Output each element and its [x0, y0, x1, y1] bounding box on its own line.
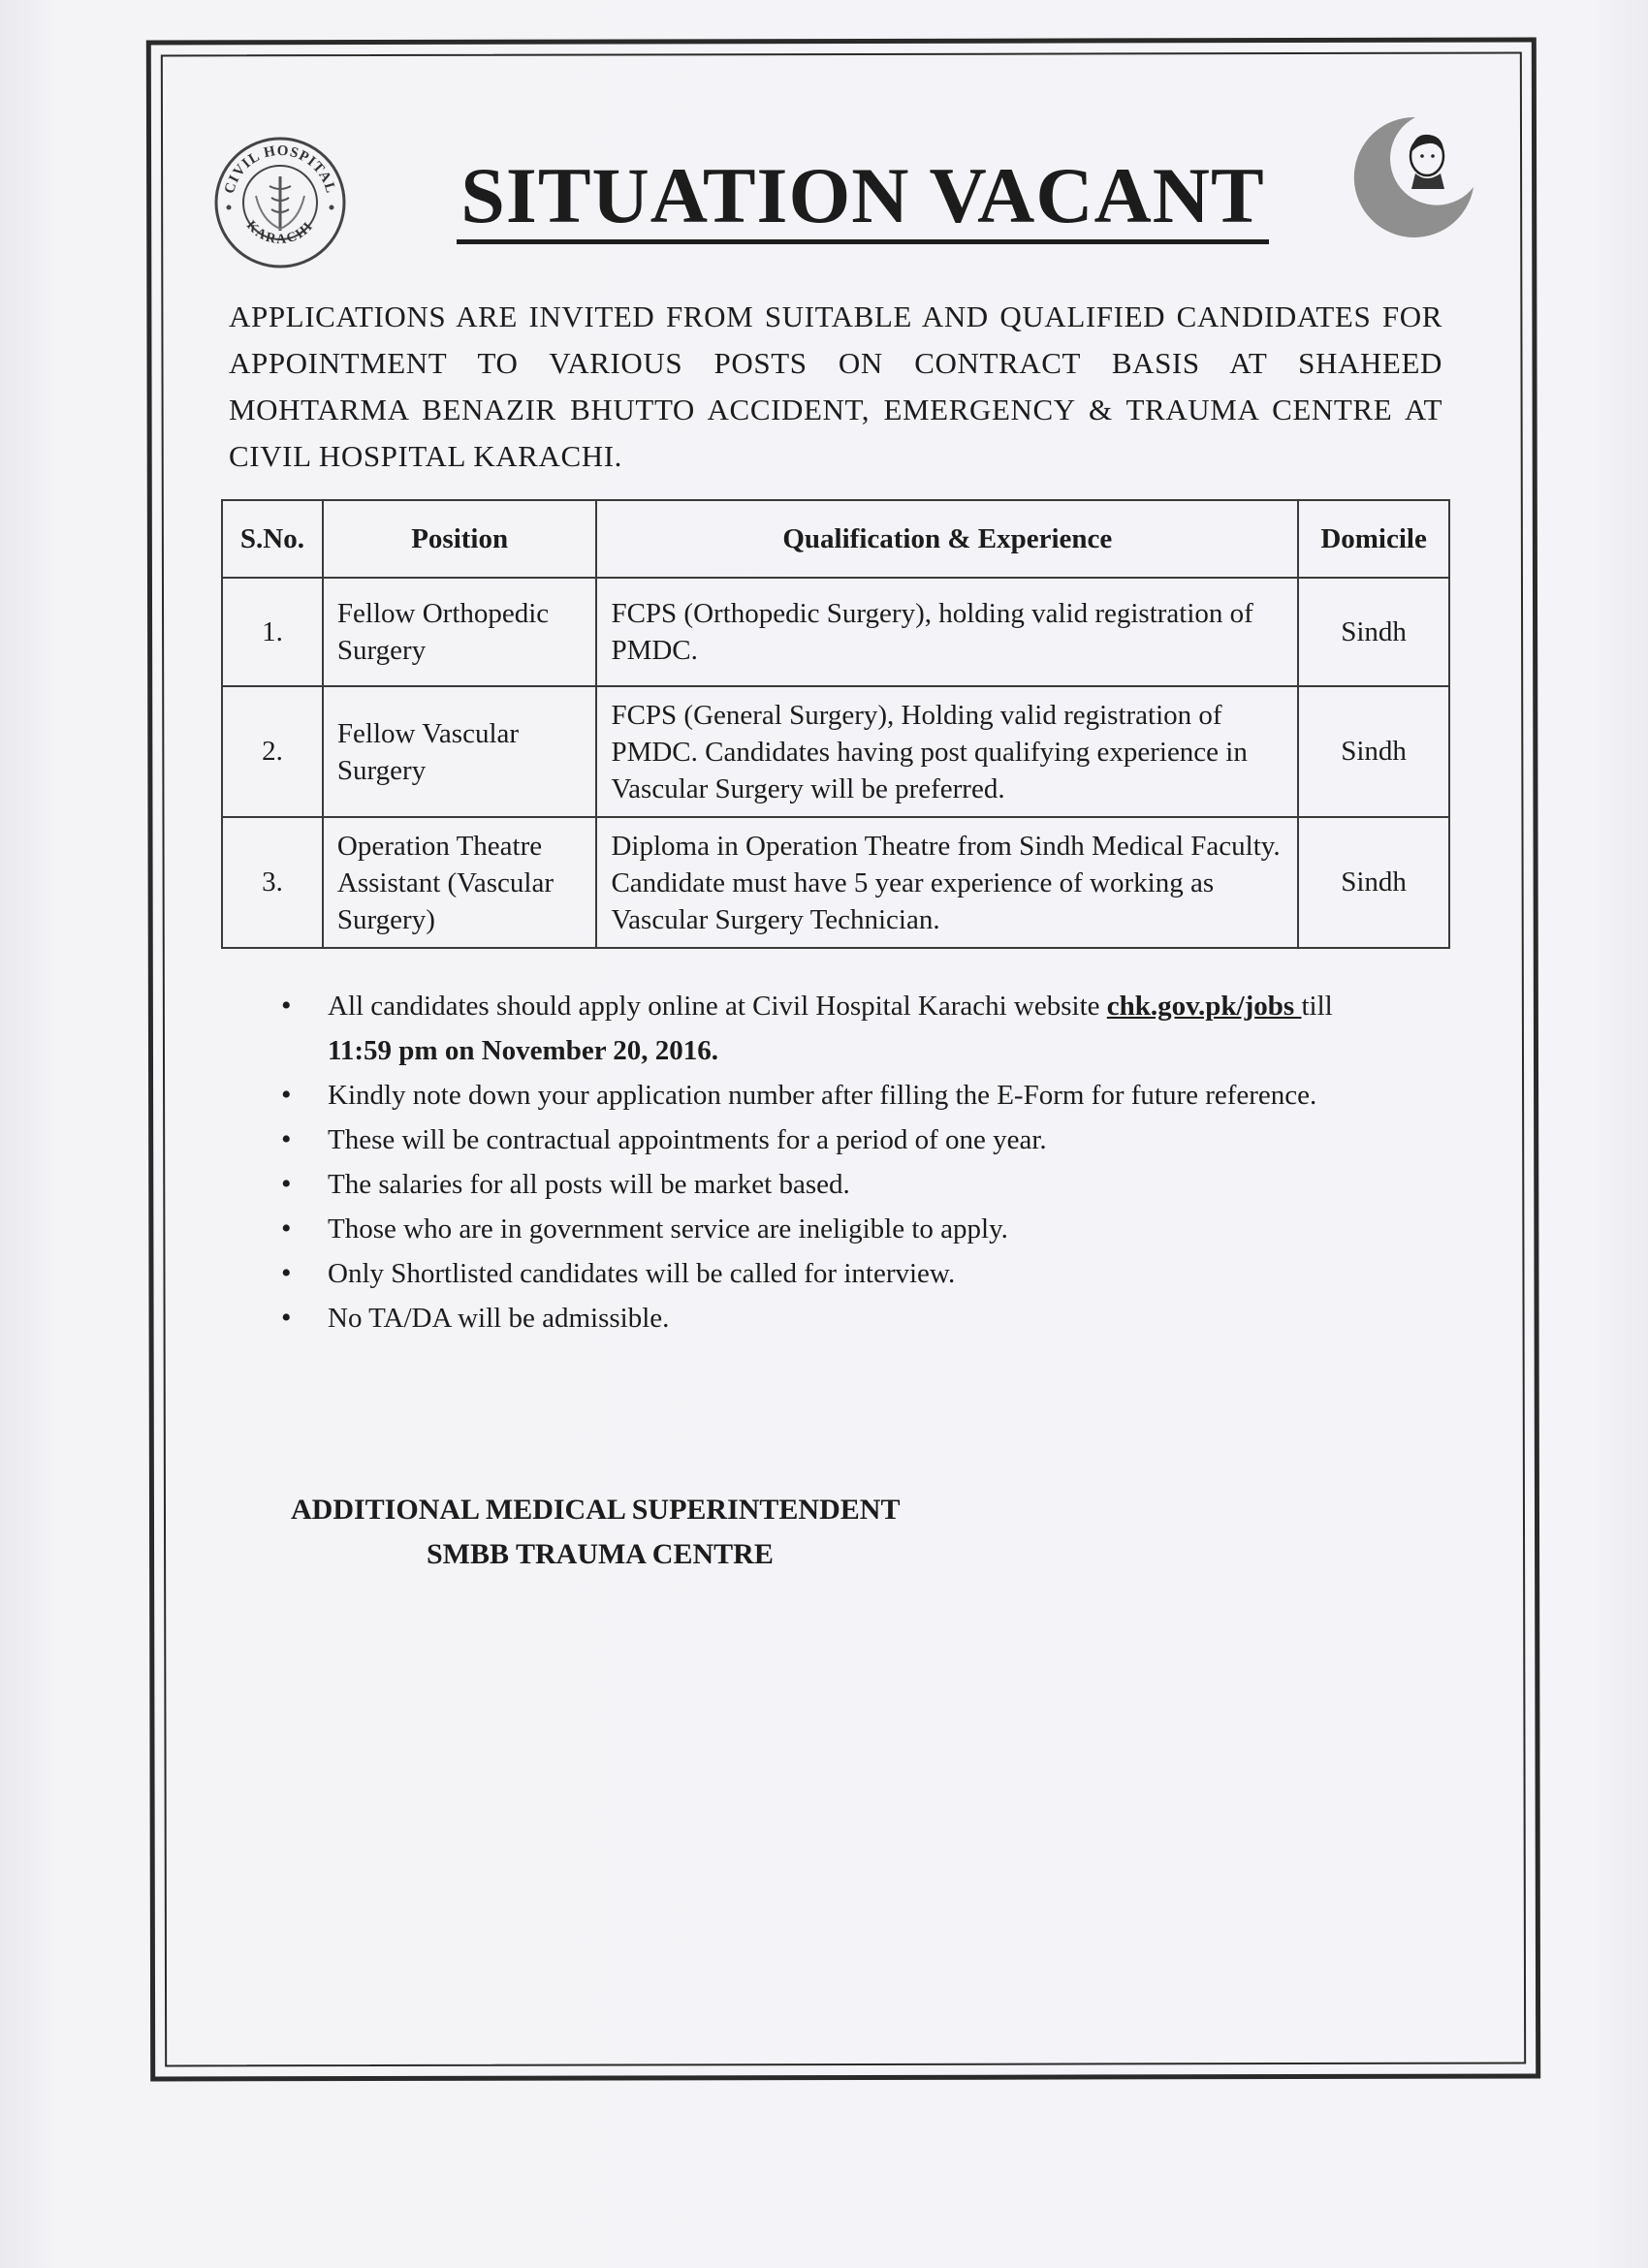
note-1-till: till	[1301, 991, 1333, 1022]
page-title-text: SITUATION VACANT	[457, 156, 1268, 244]
jobs-website-link[interactable]: chk.gov.pk/jobs	[1106, 991, 1302, 1022]
list-item	[281, 984, 1444, 1073]
instructions-list	[281, 984, 1444, 1340]
note-3-text: These will be contractual appointments for a period of one year.	[328, 1124, 1047, 1155]
row-domicile: Sindh	[1298, 817, 1449, 948]
intro-paragraph	[229, 294, 1442, 480]
note-2-text: Kindly note down your application number after filling the E-Form for future reference.	[328, 1080, 1317, 1111]
seal-text-top: CIVIL HOSPITAL	[221, 142, 339, 196]
header-sno: S.No.	[222, 500, 323, 578]
intro-line-1: APPLICATIONS ARE INVITED FROM SUITABLE AND QUALIFIED CANDIDATES	[229, 299, 1372, 333]
list-item	[281, 1207, 1444, 1251]
intro-line-4: CIVIL HOSPITAL KARACHI.	[229, 439, 622, 473]
header-position: Position	[323, 500, 597, 578]
header-qualification: Qualification & Experience	[596, 500, 1298, 578]
table-row	[222, 686, 1449, 817]
seal-text-bottom: KARACHI	[242, 218, 317, 248]
application-deadline: 11:59 pm on November 20, 2016.	[328, 1035, 719, 1066]
page-title	[0, 150, 1648, 244]
row-position: Operation Theatre Assistant (Vascular Surgery)	[323, 817, 597, 948]
list-item	[281, 1296, 1444, 1340]
row-sno: 1.	[222, 578, 323, 686]
note-4-text: The salaries for all posts will be market based.	[328, 1169, 850, 1200]
vacancy-table	[221, 499, 1450, 949]
row-position: Fellow Orthopedic Surgery	[323, 578, 597, 686]
signatory-office: SMBB TRAUMA CENTRE	[427, 1538, 774, 1570]
header-domicile: Domicile	[1298, 500, 1449, 578]
row-qualification: FCPS (General Surgery), Holding valid registration of PMDC. Candidates having post qualifying experience in Vascular Surgery will be preferred.	[596, 686, 1298, 817]
row-qualification: FCPS (Orthopedic Surgery), holding valid registration of PMDC.	[596, 578, 1298, 686]
row-sno: 2.	[222, 686, 323, 817]
note-5-text: Those who are in government service are ineligible to apply.	[328, 1213, 1008, 1244]
list-item	[281, 1251, 1444, 1296]
intro-line-3: MOHTARMA BENAZIR BHUTTO ACCIDENT, EMERGENCY & TRAUMA CENTRE AT	[229, 393, 1442, 426]
signatory-title: ADDITIONAL MEDICAL SUPERINTENDENT	[291, 1494, 901, 1526]
intro-line-2: FOR APPOINTMENT TO VARIOUS POSTS ON CONTRACT BASIS AT SHAHEED	[229, 299, 1442, 380]
row-position: Fellow Vascular Surgery	[323, 686, 597, 817]
note-6-text: Only Shortlisted candidates will be called for interview.	[328, 1258, 956, 1289]
table-row	[222, 817, 1449, 948]
note-1-text: All candidates should apply online at Civil Hospital Karachi website	[328, 991, 1107, 1022]
list-item	[281, 1118, 1444, 1162]
row-domicile: Sindh	[1298, 578, 1449, 686]
signature-block	[291, 1488, 900, 1577]
row-domicile: Sindh	[1298, 686, 1449, 817]
list-item	[281, 1162, 1444, 1207]
row-sno: 3.	[222, 817, 323, 948]
note-7-text: No TA/DA will be admissible.	[328, 1303, 670, 1334]
table-row	[222, 578, 1449, 686]
table-header-row	[222, 500, 1449, 578]
row-qualification: Diploma in Operation Theatre from Sindh Medical Faculty. Candidate must have 5 year experience of working as Vascular Surgery Technician.	[596, 817, 1298, 948]
list-item	[281, 1073, 1444, 1118]
